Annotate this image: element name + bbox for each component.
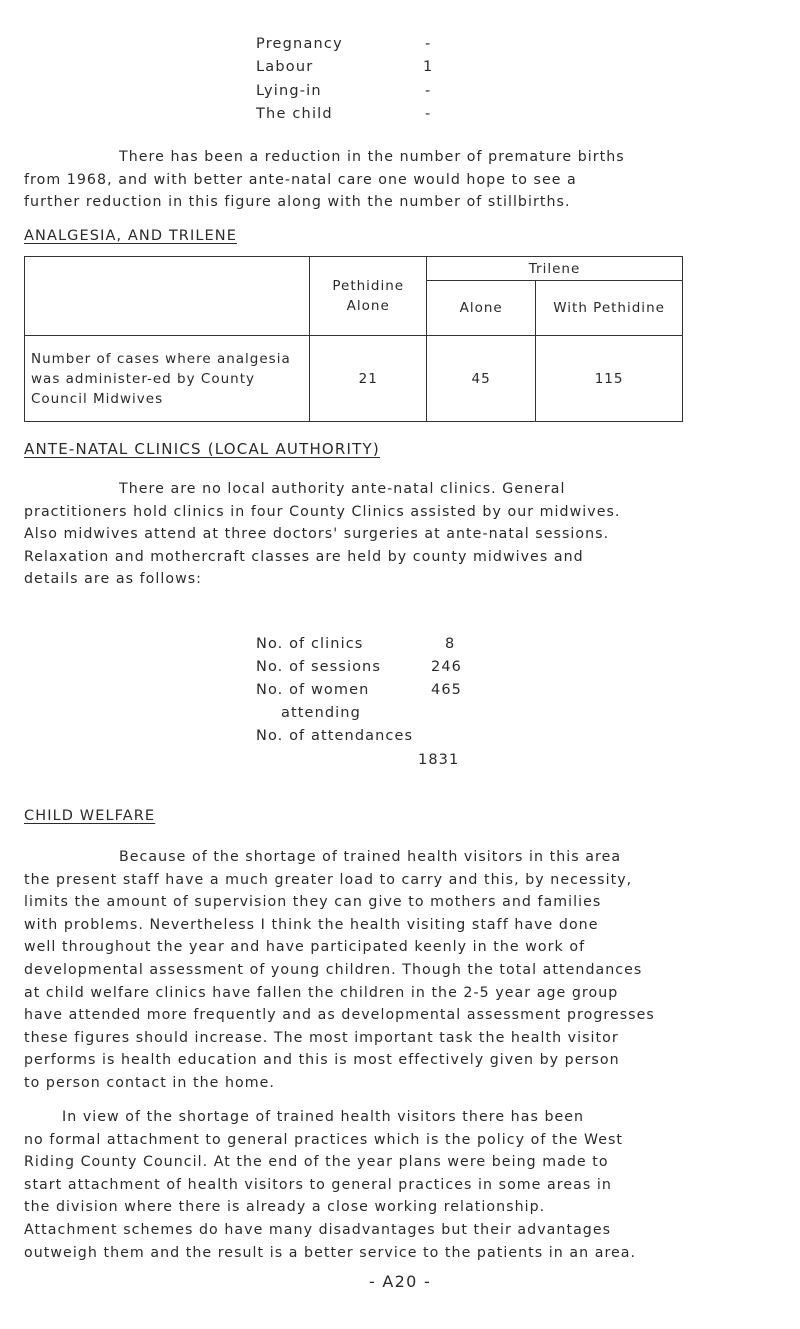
row-label-cases: Number of cases where analgesia was administer-ed by County Council Midwives xyxy=(25,336,310,422)
page-number: - A20 - xyxy=(368,1272,432,1291)
paragraph-line: There has been a reduction in the number of premature births xyxy=(119,149,625,165)
paragraph-line: with problems. Nevertheless I think the health visiting staff have done xyxy=(24,916,599,933)
child-welfare-heading: CHILD WELFARE xyxy=(24,808,156,824)
cell-trilene-alone: 45 xyxy=(427,336,536,422)
paragraph-line: start attachment of health visitors to general practices in some areas in xyxy=(24,1176,612,1193)
header-trilene: Trilene xyxy=(427,257,683,281)
premature-paragraph xyxy=(24,146,625,214)
outcome-value: - xyxy=(425,83,432,99)
paragraph-line: details are as follows: xyxy=(24,571,202,588)
outcome-value: 1 xyxy=(423,59,434,75)
stat-value: 8 xyxy=(445,636,456,652)
stat-label: attending xyxy=(281,705,361,721)
antenatal-heading: ANTE-NATAL CLINICS (LOCAL AUTHORITY) xyxy=(24,440,380,458)
paragraph-line: Because of the shortage of trained health visitors in this area xyxy=(119,849,622,865)
paragraph-line: at child welfare clinics have fallen the children in the 2-5 year age group xyxy=(24,984,619,1001)
child-welfare-paragraph-2 xyxy=(24,1106,636,1264)
paragraph-line: outweigh them and the result is a better service to the patients in an area. xyxy=(24,1244,637,1261)
outcome-value: - xyxy=(425,106,432,122)
paragraph-line: There are no local authority ante-natal clinics. General xyxy=(119,481,566,497)
paragraph-line: Also midwives attend at three doctors' surgeries at ante-natal sessions. xyxy=(24,526,610,543)
child-welfare-paragraph-1 xyxy=(24,846,655,1095)
header-pethidine-alone: Pethidine Alone xyxy=(310,257,427,336)
header-with-pethidine: With Pethidine xyxy=(536,281,683,336)
paragraph-line: well throughout the year and have participated keenly in the work of xyxy=(24,939,586,956)
table-corner-cell xyxy=(25,257,310,336)
antenatal-paragraph xyxy=(24,478,620,591)
stat-label: No. of sessions xyxy=(256,659,381,675)
cell-pethidine-alone: 21 xyxy=(310,336,427,422)
paragraph-line: no formal attachment to general practices which is the policy of the West xyxy=(24,1131,624,1148)
paragraph-line: practitioners hold clinics in four County Clinics assisted by our midwives. xyxy=(24,503,621,520)
stat-label: No. of clinics xyxy=(256,636,364,652)
outcome-value: - xyxy=(425,36,432,52)
stat-value: 246 xyxy=(431,659,462,675)
paragraph-line: these figures should increase. The most important task the health visitor xyxy=(24,1029,619,1046)
stat-value: 1831 xyxy=(418,752,460,768)
outcome-label: Lying-in xyxy=(256,83,322,99)
stat-label: No. of attendances xyxy=(256,728,414,744)
paragraph-line: developmental assessment of young children. Though the total attendances xyxy=(24,961,643,978)
paragraph-line: further reduction in this figure along with the number of stillbirths. xyxy=(24,194,571,211)
outcome-label: Labour xyxy=(256,59,314,75)
stat-value: 465 xyxy=(431,682,462,698)
paragraph-line: the division where there is already a close working relationship. xyxy=(24,1199,546,1216)
cell-with-pethidine: 115 xyxy=(536,336,683,422)
analgesia-table xyxy=(24,256,683,422)
paragraph-line: from 1968, and with better ante-natal care one would hope to see a xyxy=(24,171,577,188)
analgesia-heading: ANALGESIA, AND TRILENE xyxy=(24,228,237,244)
paragraph-line: performs is health education and this is most effectively given by person xyxy=(24,1052,620,1069)
paragraph-line: the present staff have a much greater load to carry and this, by necessity, xyxy=(24,871,633,888)
paragraph-line: have attended more frequently and as developmental assessment progresses xyxy=(24,1007,655,1024)
paragraph-line: limits the amount of supervision they can give to mothers and families xyxy=(24,894,602,911)
stat-label: No. of women xyxy=(256,682,370,698)
paragraph-line: Relaxation and mothercraft classes are held by county midwives and xyxy=(24,548,584,565)
paragraph-line: to person contact in the home. xyxy=(24,1074,275,1091)
outcome-label: The child xyxy=(256,106,333,122)
header-trilene-alone: Alone xyxy=(427,281,536,336)
paragraph-line: Riding County Council. At the end of the year plans were being made to xyxy=(24,1154,609,1171)
paragraph-line: In view of the shortage of trained health visitors there has been xyxy=(62,1109,585,1125)
paragraph-line: Attachment schemes do have many disadvantages but their advantages xyxy=(24,1221,612,1238)
outcome-label: Pregnancy xyxy=(256,36,343,52)
